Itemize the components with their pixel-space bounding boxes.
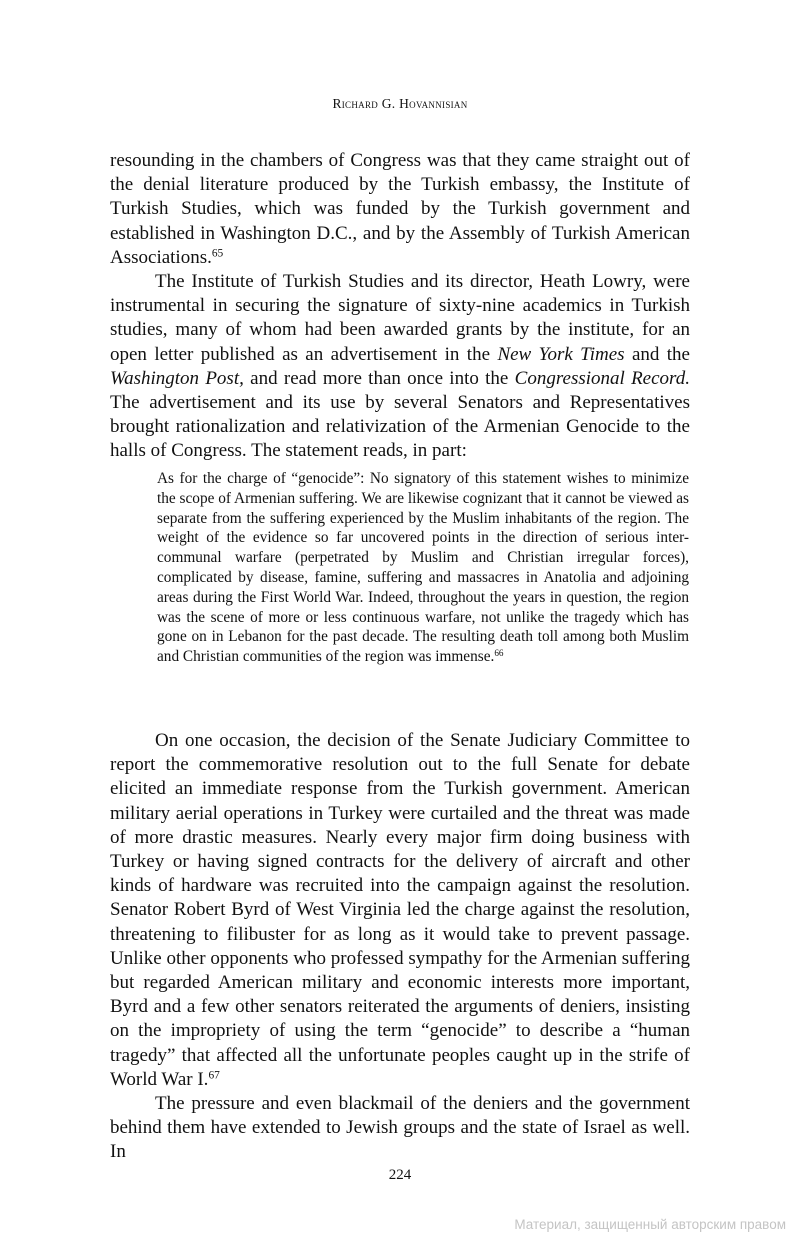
paragraph-4-text: The pressure and even blackmail of the deniers and the government behind them have extended to Jewish groups and the state of Israel as well. In (110, 1093, 690, 1163)
block-quote (157, 469, 689, 667)
paragraph-1 (110, 149, 690, 270)
main-text-bottom (110, 729, 690, 1165)
paragraph-2 (110, 270, 690, 464)
paragraph-2-text-b: and the (624, 343, 690, 365)
paragraph-2-text-c: and read more than once into the (243, 367, 515, 389)
paragraph-2-title-wp: Washington Post, (110, 367, 244, 389)
copyright-watermark: Материал, защищенный авторским правом (514, 1217, 786, 1232)
main-text-top (110, 149, 690, 464)
running-head: Richard G. Hovannisian (332, 96, 468, 111)
paragraph-2-text-a: The Institute of Turkish Studies and its director, Heath Lowry, were instrumental in securing the signature of sixty-nine academics in Turkish studies, many of whom had been awarded grants by the institute, for an open letter published as an advertisement in the (110, 271, 690, 365)
paragraph-4 (110, 1092, 690, 1165)
block-quote-text: As for the charge of “genocide”: No signatory of this statement wishes to minimize the scope of Armenian suffering. We are likewise cognizant that it cannot be viewed as separate from the suffering experienced by the Muslim inhabitants of the region. The weight of the evidence so far uncovered points in the direction of serious inter-communal warfare (perpetrated by Muslim and Christian irregular forces), complicated by disease, famine, suffering and massacres in Anatolia and adjoining areas during the First World War. Indeed, throughout the years in question, the region was the scene of more or less continuous warfare, not unlike the tragedy which has gone on in Lebanon for the past decade. The resulting death toll among both Muslim and Christian communities of the region was immense. (157, 470, 689, 666)
page-number: 224 (388, 1167, 412, 1183)
paragraph-2-title-record: Congressional Record. (514, 367, 690, 389)
footnote-ref-66: 66 (494, 648, 504, 659)
paragraph-1-text: resounding in the chambers of Congress was that they came straight out of the denial literature produced by the Turkish embassy, the Institute of Turkish Studies, which was funded by the Turkish government and established in Washington D.C., and by the Assembly of Turkish American Associations. (110, 150, 690, 268)
paragraph-3-text: On one occasion, the decision of the Senate Judiciary Committee to report the commemorative resolution out to the full Senate for debate elicited an immediate response from the Turkish government. American military aerial operations in Turkey were curtailed and the threat was made of more drastic measures. Nearly every major firm doing business with Turkey or having signed contracts for the delivery of aircraft and other kinds of hardware was recruited into the campaign against the resolution. Senator Robert Byrd of West Virginia led the charge against the resolution, threatening to filibuster for as long as it would take to prevent passage. Unlike other opponents who professed sympathy for the Armenian suffering but regarded American military and economic interests more important, Byrd and a few other senators reiterated the arguments of deniers, insisting on the impropriety of using the term “genocide” to describe a “human tragedy” that affected all the unfortunate peoples caught up in the strife of World War I. (110, 730, 690, 1090)
paragraph-3 (110, 729, 690, 1092)
footnote-ref-67: 67 (208, 1069, 220, 1082)
footnote-ref-65: 65 (211, 247, 224, 260)
paragraph-2-text-d: The advertisement and its use by several Senators and Representatives brought rationalization and relativization of the Armenian Genocide to the halls of Congress. The statement reads, in part: (110, 392, 690, 462)
paragraph-2-title-nyt: New York Times (497, 343, 625, 365)
